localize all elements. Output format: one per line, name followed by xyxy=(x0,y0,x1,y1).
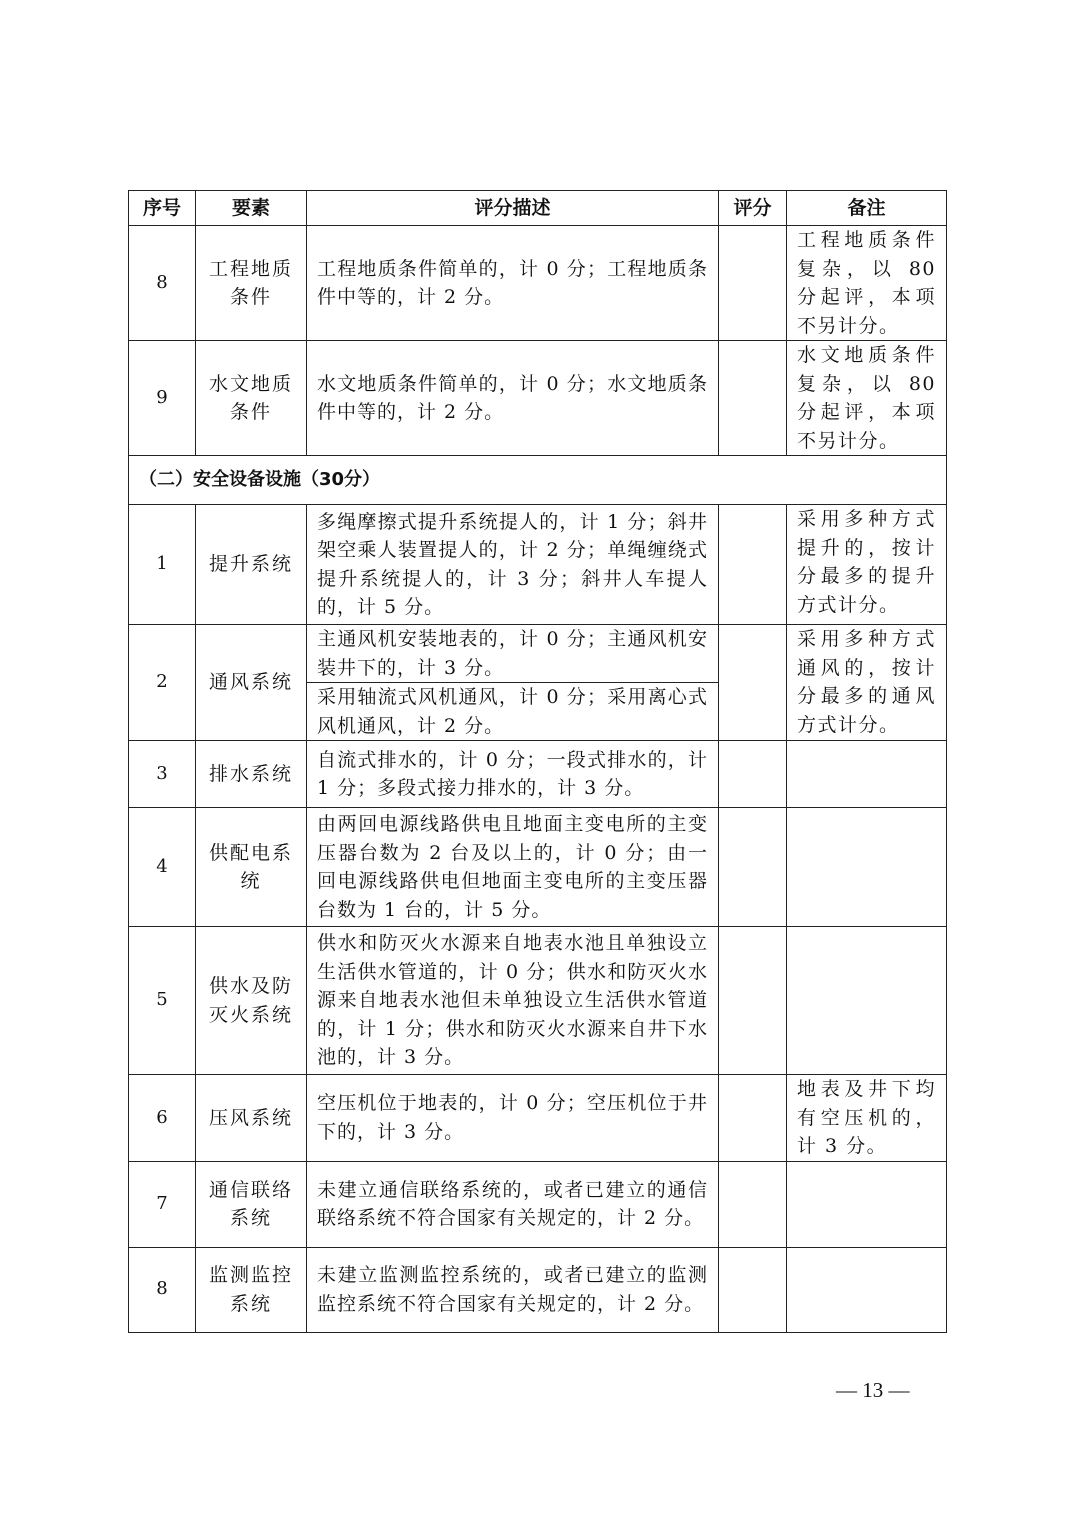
row-note: 采用多种方式提升的，按计分最多的提升方式计分。 xyxy=(787,505,947,625)
row-description: 未建立监测监控系统的，或者已建立的监测监控系统不符合国家有关规定的，计 2 分。 xyxy=(307,1247,719,1332)
section-row xyxy=(129,456,947,505)
row-description: 供水和防灭火水源来自地表水池且单独设立生活供水管道的，计 0 分；供水和防灭火水源来自地表水池但未单独设立生活供水管道的，计 1 分；供水和防灭火水源来自井下水池的，计 3 分。 xyxy=(307,927,719,1075)
scoring-table-page xyxy=(128,190,946,1333)
row-element: 监测监控系统 xyxy=(196,1247,307,1332)
row-element: 供配电系统 xyxy=(196,808,307,927)
table-row xyxy=(129,1075,947,1162)
row-description: 自流式排水的，计 0 分；一段式排水的，计 1 分；多段式接力排水的，计 3 分。 xyxy=(307,741,719,808)
row-num: 4 xyxy=(129,808,196,927)
row-num: 5 xyxy=(129,927,196,1075)
row-num: 8 xyxy=(129,1247,196,1332)
row-element: 提升系统 xyxy=(196,505,307,625)
table-row xyxy=(129,741,947,808)
row-score-cell xyxy=(719,1075,787,1162)
row-score-cell xyxy=(719,341,787,456)
header-num: 序号 xyxy=(129,191,196,226)
row-element: 水文地质条件 xyxy=(196,341,307,456)
table-row xyxy=(129,808,947,927)
section-title: （二）安全设备设施（30分） xyxy=(129,456,947,505)
row-description: 由两回电源线路供电且地面主变电所的主变压器台数为 2 台及以上的，计 0 分；由一回电源线路供电但地面主变电所的主变压器台数为 1 台的，计 5 分。 xyxy=(307,808,719,927)
table-row xyxy=(129,1247,947,1332)
row-num: 6 xyxy=(129,1075,196,1162)
row-note: 水文地质条件复杂，以 80 分起评，本项不另计分。 xyxy=(787,341,947,456)
row-description: 采用轴流式风机通风，计 0 分；采用离心式风机通风，计 2 分。 xyxy=(307,683,719,741)
row-score-cell xyxy=(719,927,787,1075)
row-num: 9 xyxy=(129,341,196,456)
row-score-cell xyxy=(719,741,787,808)
row-num: 3 xyxy=(129,741,196,808)
row-description: 多绳摩擦式提升系统提人的，计 1 分；斜井架空乘人装置提人的，计 2 分；单绳缠绕式提升系统提人的，计 3 分；斜井人车提人的，计 5 分。 xyxy=(307,505,719,625)
row-num: 8 xyxy=(129,226,196,341)
row-description: 空压机位于地表的，计 0 分；空压机位于井下的，计 3 分。 xyxy=(307,1075,719,1162)
row-description: 工程地质条件简单的，计 0 分；工程地质条件中等的，计 2 分。 xyxy=(307,226,719,341)
row-num: 7 xyxy=(129,1161,196,1247)
row-description: 主通风机安装地表的，计 0 分；主通风机安装井下的，计 3 分。 xyxy=(307,625,719,683)
table-header-row xyxy=(129,191,947,226)
header-description: 评分描述 xyxy=(307,191,719,226)
row-note xyxy=(787,808,947,927)
row-note xyxy=(787,1247,947,1332)
header-note: 备注 xyxy=(787,191,947,226)
table-row xyxy=(129,927,947,1075)
row-score-cell xyxy=(719,808,787,927)
row-score-cell xyxy=(719,1161,787,1247)
row-note xyxy=(787,927,947,1075)
row-description: 水文地质条件简单的，计 0 分；水文地质条件中等的，计 2 分。 xyxy=(307,341,719,456)
row-element: 压风系统 xyxy=(196,1075,307,1162)
table-row xyxy=(129,505,947,625)
row-score-cell xyxy=(719,625,787,741)
page-number: — 13 — xyxy=(836,1378,910,1402)
row-note xyxy=(787,741,947,808)
table-row xyxy=(129,625,947,683)
table-row xyxy=(129,341,947,456)
row-element: 排水系统 xyxy=(196,741,307,808)
row-score-cell xyxy=(719,505,787,625)
row-num: 1 xyxy=(129,505,196,625)
row-score-cell xyxy=(719,226,787,341)
row-description: 未建立通信联络系统的，或者已建立的通信联络系统不符合国家有关规定的，计 2 分。 xyxy=(307,1161,719,1247)
table-row xyxy=(129,1161,947,1247)
table-row xyxy=(129,226,947,341)
row-note: 采用多种方式通风的，按计分最多的通风方式计分。 xyxy=(787,625,947,741)
scoring-table xyxy=(128,190,947,1333)
row-element: 工程地质条件 xyxy=(196,226,307,341)
row-note xyxy=(787,1161,947,1247)
row-element: 供水及防灭火系统 xyxy=(196,927,307,1075)
header-score: 评分 xyxy=(719,191,787,226)
header-element: 要素 xyxy=(196,191,307,226)
row-note: 地表及井下均有空压机的，计 3 分。 xyxy=(787,1075,947,1162)
row-element: 通风系统 xyxy=(196,625,307,741)
row-score-cell xyxy=(719,1247,787,1332)
row-note: 工程地质条件复杂，以 80 分起评，本项不另计分。 xyxy=(787,226,947,341)
row-element: 通信联络系统 xyxy=(196,1161,307,1247)
row-num: 2 xyxy=(129,625,196,741)
